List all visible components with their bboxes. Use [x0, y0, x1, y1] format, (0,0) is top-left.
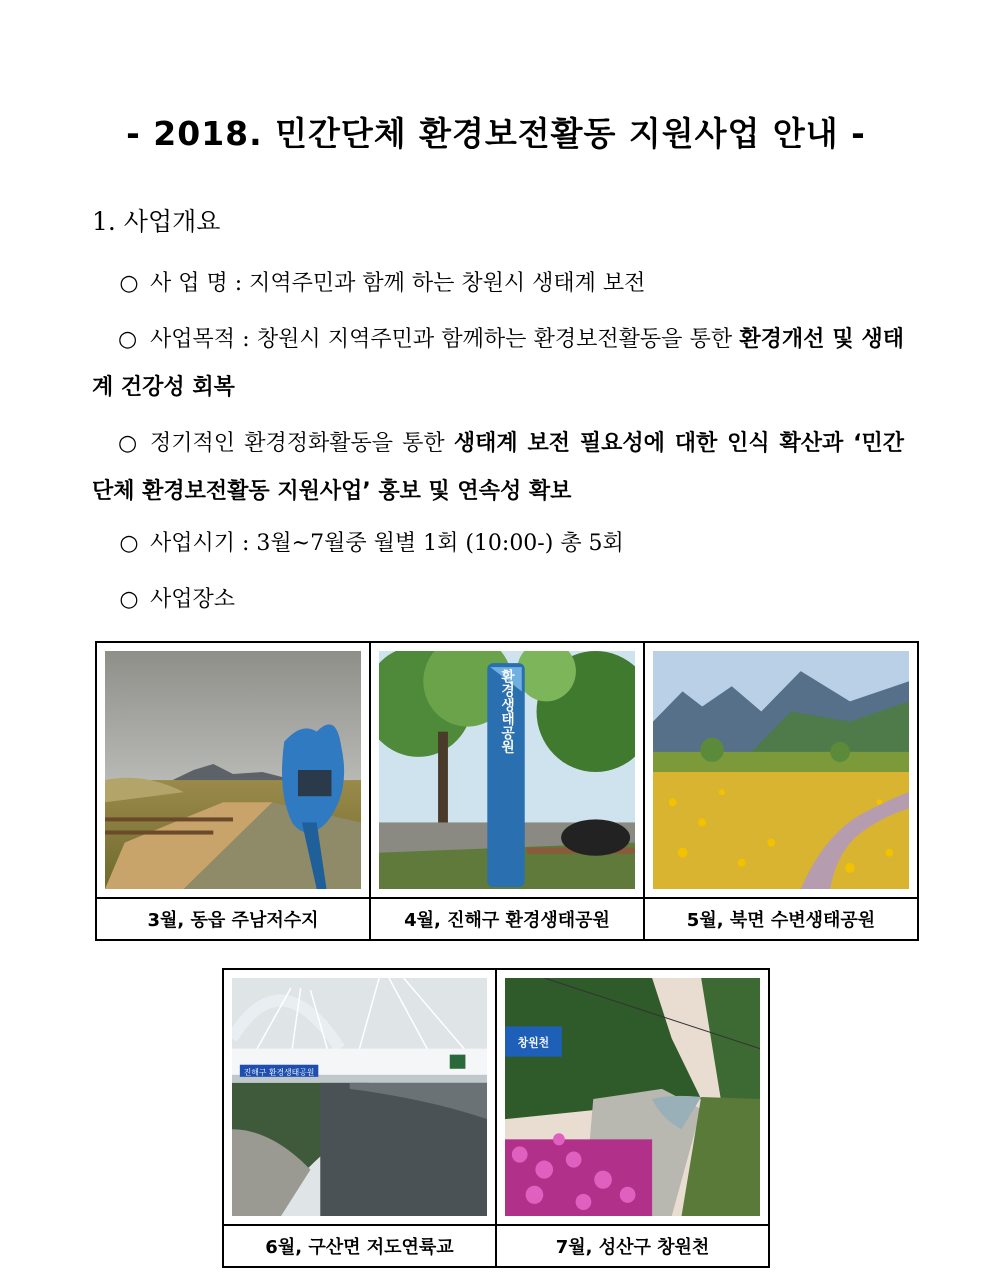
- photo-ecology-park: [379, 651, 635, 889]
- photo-cell-may: [644, 642, 918, 898]
- item-period-text: 사업시기 : 3월~7월중 월별 1회 (10:00-) 총 5회: [150, 531, 624, 556]
- photo-cell-march: [96, 642, 370, 898]
- item-purpose-bold: 환경개선 및 생태계 건강성 회복: [92, 327, 904, 400]
- page-title: - 2018. 민간단체 환경보전활동 지원사업 안내 -: [126, 114, 866, 153]
- caption-march: 3월, 동읍 주남저수지: [96, 898, 370, 940]
- photo-jeodo-bridge: [232, 978, 487, 1216]
- photo-cell-april: [370, 642, 644, 898]
- caption-may: 5월, 북면 수변생태공원: [644, 898, 918, 940]
- photo-sign-text: 환경생태공원: [498, 669, 514, 754]
- photo-stream-sign: 창원천: [517, 1036, 550, 1050]
- caption-april: 4월, 진해구 환경생태공원: [370, 898, 644, 940]
- caption-june: 6월, 구산면 저도연륙교: [223, 1225, 496, 1267]
- photo-waterside-park: [653, 651, 909, 889]
- item-name: [92, 260, 904, 308]
- item-place-text: 사업장소: [150, 587, 236, 612]
- item-place: [92, 576, 904, 624]
- photo-changwon-stream: [505, 978, 760, 1216]
- circle-bullet-icon: ○: [119, 271, 139, 296]
- section-heading: 1. 사업개요: [92, 207, 221, 236]
- photo-cell-june: [223, 969, 496, 1225]
- photo-cell-july: [496, 969, 769, 1225]
- circle-bullet-icon: ○: [119, 587, 139, 612]
- circle-bullet-icon: ○: [118, 327, 138, 352]
- photo-table-row2: [222, 968, 770, 1268]
- item-name-text: 사 업 명 : 지역주민과 함께 하는 창원시 생태계 보전: [150, 271, 646, 296]
- caption-july: 7월, 성산구 창원천: [496, 1225, 769, 1267]
- circle-bullet-icon: ○: [118, 431, 138, 456]
- item-activity-text: 정기적인 환경정화활동을 통한: [150, 431, 454, 456]
- item-purpose-text: 사업목적 : 창원시 지역주민과 함께하는 환경보전활동을 통한: [150, 327, 740, 352]
- photo-banner-text: 진해구 환경생태공원: [243, 1067, 315, 1077]
- item-activity: [92, 420, 904, 516]
- photo-junam-reservoir: [105, 651, 361, 889]
- photo-table-row1: [95, 641, 919, 941]
- item-period: [92, 520, 904, 568]
- item-purpose: [92, 316, 904, 412]
- item-activity-bold: 생태계 보전 필요성에 대한 인식 확산과 ‘민간단체 환경보전활동 지원사업’: [92, 431, 904, 504]
- circle-bullet-icon: ○: [119, 531, 139, 556]
- item-activity-tail: 홍보 및 연속성 확보: [370, 479, 572, 504]
